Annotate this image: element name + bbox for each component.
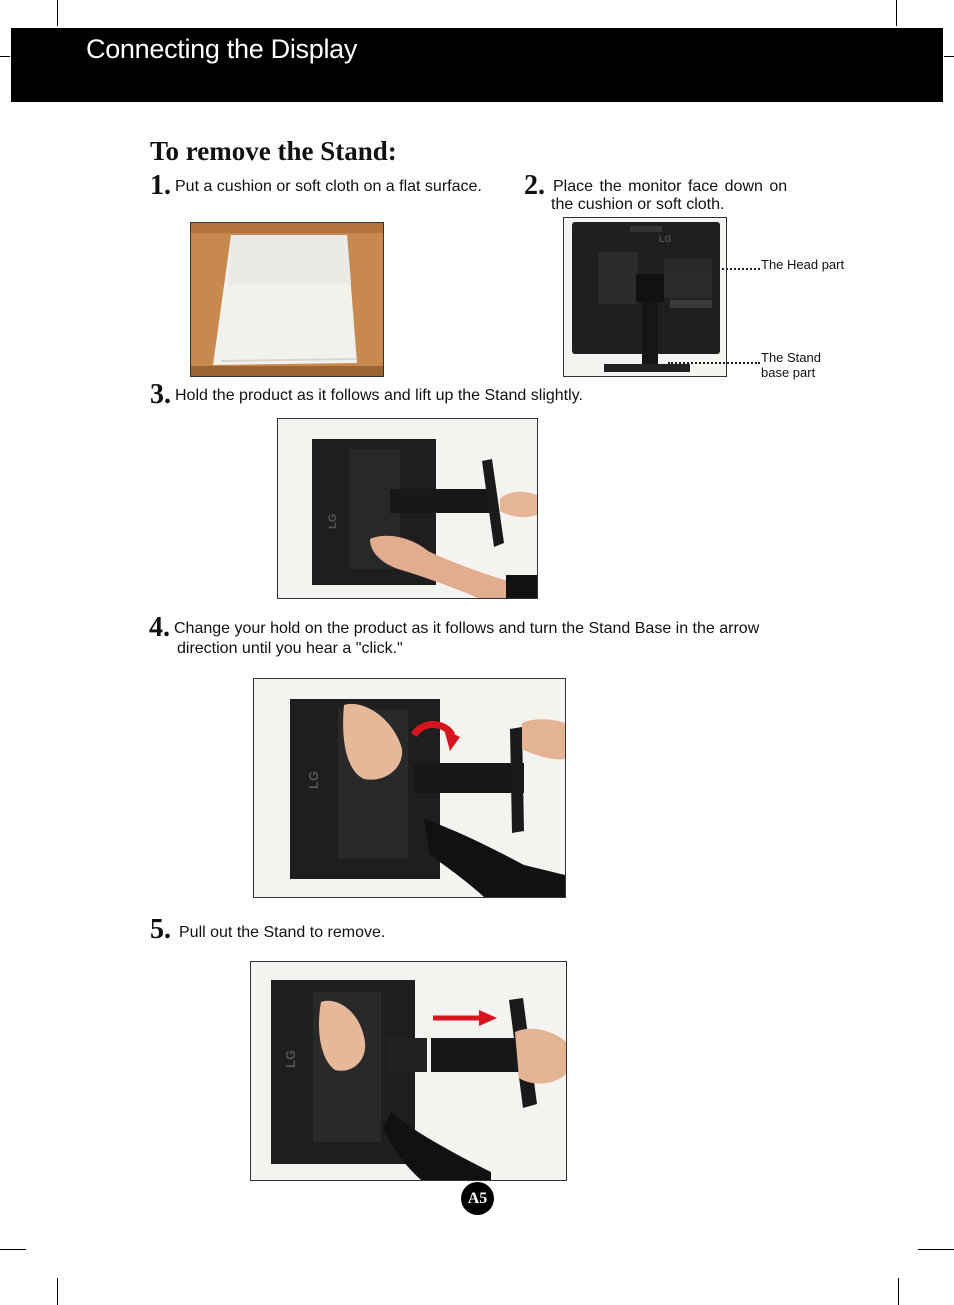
stand-base-callout-line1: The Stand	[761, 350, 821, 365]
page-number-badge: A5	[461, 1182, 494, 1215]
step-5-text: Pull out the Stand to remove.	[179, 924, 386, 941]
step-4-number: 4.	[149, 612, 170, 643]
step-2-text-line2: the cushion or soft cloth.	[551, 196, 725, 213]
step-1-text: Put a cushion or soft cloth on a flat surface.	[175, 178, 482, 195]
crop-mark	[57, 0, 58, 26]
step-3-number: 3.	[150, 379, 171, 410]
stand-base-callout-line2: base part	[761, 365, 816, 380]
lift-stand-photo	[277, 418, 538, 599]
page-title: Connecting the Display	[86, 34, 358, 64]
step-3-text: Hold the product as it follows and lift up the Stand slightly.	[175, 387, 583, 404]
monitor-face-down-photo	[563, 217, 727, 377]
head-part-callout: The Head part	[761, 257, 845, 272]
section-title: To remove the Stand:	[150, 136, 397, 166]
crop-mark	[0, 1249, 26, 1250]
step-4-text-line1: Change your hold on the product as it follows and turn the Stand Base in the arrow	[174, 620, 760, 637]
stand-base-leader	[668, 362, 760, 364]
lg-logo: LG	[283, 1049, 298, 1068]
lg-logo: LG	[306, 770, 321, 789]
lg-logo: LG	[659, 234, 672, 244]
crop-mark	[57, 1278, 58, 1305]
turn-stand-base-photo	[253, 678, 566, 898]
crop-mark	[0, 56, 10, 57]
crop-mark	[896, 0, 897, 26]
crop-mark	[918, 1249, 954, 1250]
step-2-number: 2.	[524, 170, 545, 201]
step-2-text-line1: Place the monitor face down on	[553, 178, 788, 195]
lg-logo: LG	[327, 513, 339, 529]
step-1-number: 1.	[150, 170, 171, 201]
cloth-photo	[190, 222, 384, 377]
step-4-text-line2: direction until you hear a "click."	[177, 640, 403, 657]
head-part-leader	[670, 268, 760, 270]
pull-out-stand-photo	[250, 961, 567, 1181]
step-5-number: 5.	[150, 914, 171, 945]
crop-mark	[898, 1278, 899, 1305]
crop-mark	[944, 56, 954, 57]
